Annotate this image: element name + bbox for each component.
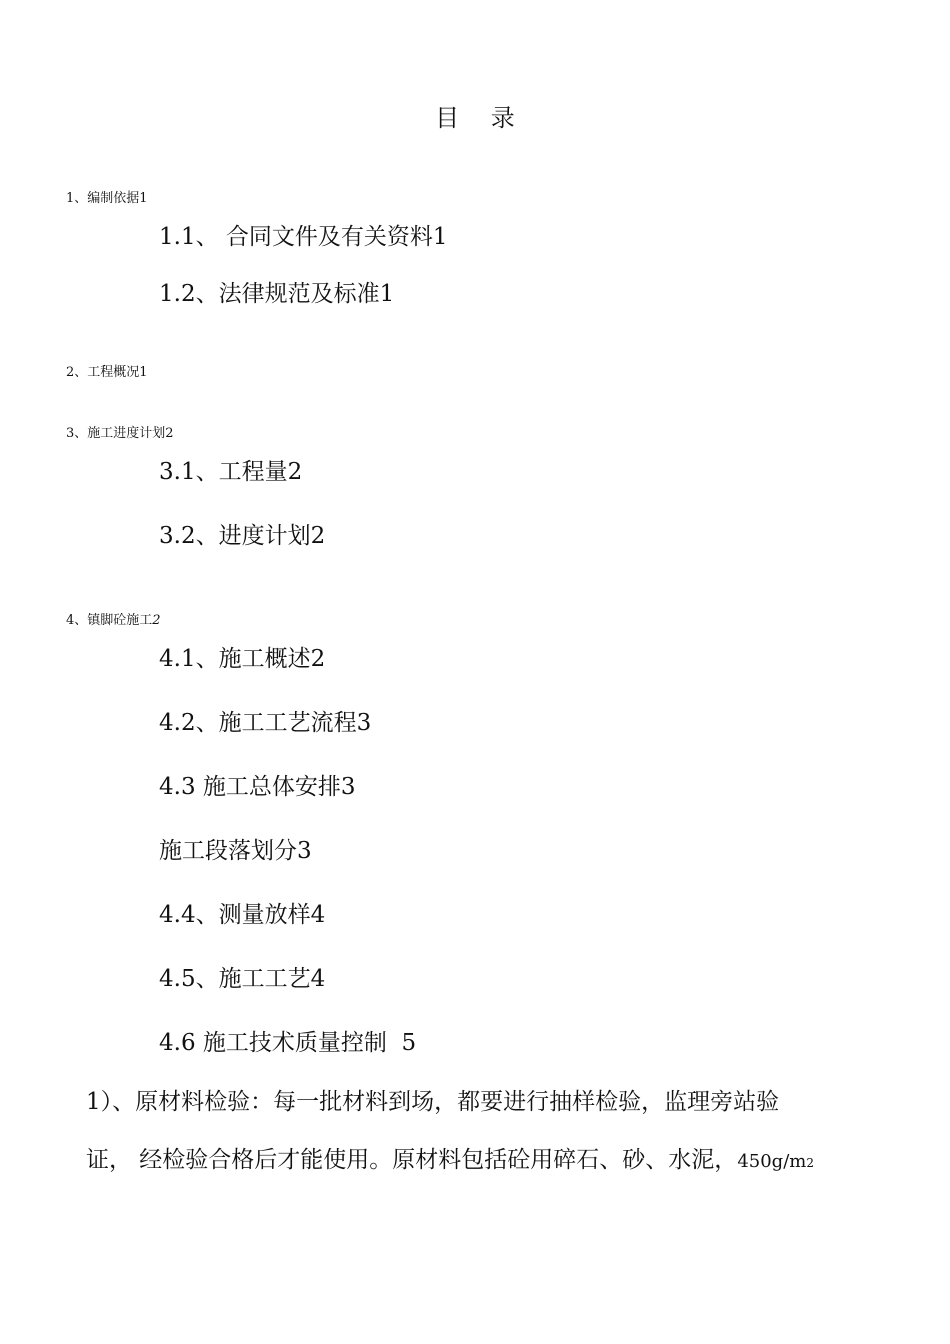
body-text: 证， 经检验合格后才能使用。原材料包括砼用碎石、砂、水泥， bbox=[86, 1147, 738, 1173]
toc-entry-label: 施工段落划分 bbox=[159, 838, 297, 864]
amount-value: 450g/m bbox=[737, 1151, 807, 1172]
toc-entry-3[interactable] bbox=[66, 422, 174, 441]
toc-entry-page: 2 bbox=[310, 523, 326, 549]
toc-entry-page: 3 bbox=[340, 774, 356, 800]
toc-entry-label: 4.1、施工概述 bbox=[159, 646, 311, 672]
toc-entry-label: 1.2、法律规范及标准 bbox=[159, 281, 380, 307]
toc-entry-4-3-segments[interactable] bbox=[159, 832, 312, 865]
body-line-1: 1）、原材料检验：每一批材料到场，都要进行抽样检验，监理旁站验 bbox=[86, 1089, 780, 1115]
toc-entry-page: 1 bbox=[139, 191, 148, 206]
toc-entry-label: 3.1、工程量 bbox=[159, 459, 288, 485]
toc-entry-label: 1、编制依据 bbox=[66, 191, 140, 206]
toc-entry-1[interactable] bbox=[66, 187, 148, 206]
toc-entry-label: 4.5、施工工艺 bbox=[159, 966, 311, 992]
toc-entry-1-2[interactable] bbox=[159, 275, 394, 308]
toc-entry-label: 1.1、 合同文件及有关资料 bbox=[159, 224, 433, 250]
toc-entry-4-6[interactable] bbox=[159, 1024, 416, 1057]
toc-entry-3-1[interactable] bbox=[159, 453, 302, 486]
toc-entry-4-1[interactable] bbox=[159, 640, 325, 673]
page-title: 目 录 bbox=[435, 104, 527, 132]
toc-entry-4[interactable] bbox=[66, 609, 161, 628]
body-line-2 bbox=[86, 1141, 814, 1174]
toc-entry-page: 5 bbox=[401, 1030, 417, 1056]
toc-entry-page: 2 bbox=[287, 459, 303, 485]
toc-entry-label: 4.4、测量放样 bbox=[159, 902, 311, 928]
toc-entry-page: 3 bbox=[356, 710, 372, 736]
toc-entry-4-3[interactable] bbox=[159, 768, 356, 801]
toc-entry-label: 4.6 施工技术质量控制 bbox=[159, 1030, 387, 1056]
toc-entry-4-4[interactable] bbox=[159, 896, 325, 929]
toc-entry-page: 1 bbox=[379, 281, 395, 307]
toc-entry-2[interactable] bbox=[66, 361, 148, 380]
toc-entry-page: 4 bbox=[310, 966, 326, 992]
toc-entry-page: 2 bbox=[152, 613, 161, 628]
toc-entry-label: 4.3 施工总体安排 bbox=[159, 774, 341, 800]
toc-entry-label: 3.2、进度计划 bbox=[159, 523, 311, 549]
toc-entry-page: 4 bbox=[310, 902, 326, 928]
toc-entry-page: 1 bbox=[139, 365, 148, 380]
toc-entry-3-2[interactable] bbox=[159, 517, 325, 550]
unit-superscript: 2 bbox=[806, 1156, 814, 1170]
toc-entry-4-2[interactable] bbox=[159, 704, 371, 737]
toc-entry-page: 2 bbox=[165, 426, 174, 441]
toc-entry-label: 2、工程概况 bbox=[66, 365, 140, 380]
toc-entry-4-5[interactable] bbox=[159, 960, 325, 993]
toc-entry-1-1[interactable] bbox=[159, 218, 448, 251]
toc-entry-label: 3、施工进度计划 bbox=[66, 426, 166, 441]
toc-entry-label: 4、镇脚砼施工 bbox=[66, 613, 153, 628]
toc-entry-page: 2 bbox=[310, 646, 326, 672]
toc-entry-page: 3 bbox=[297, 838, 312, 864]
toc-entry-label: 4.2、施工工艺流程 bbox=[159, 710, 357, 736]
toc-entry-page: 1 bbox=[432, 224, 448, 250]
